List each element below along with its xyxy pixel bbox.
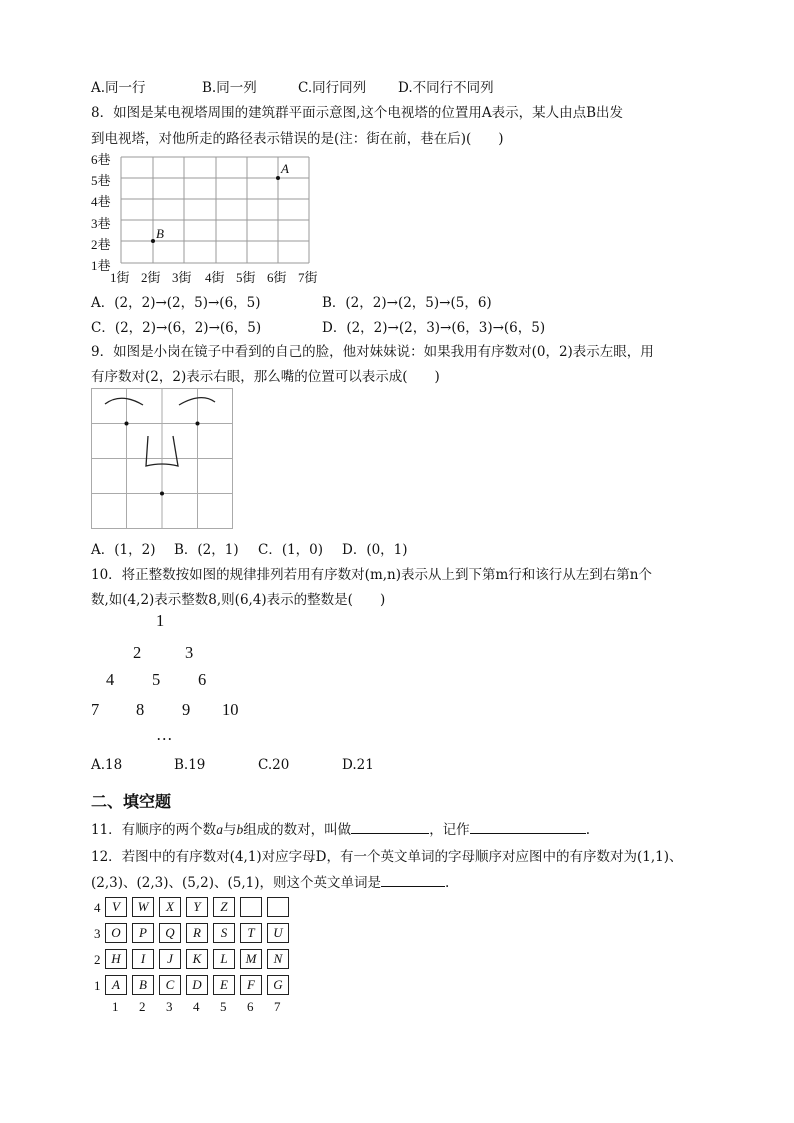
letter-cell: C xyxy=(159,975,181,995)
letter-grid-col-label: 4 xyxy=(193,999,200,1014)
q10-stem-line1: 10．将正整数按如图的规律排列若用有序数对(m,n)表示从上到下第m行和该行从左到右第n个 xyxy=(91,567,652,583)
letter-grid-col-label: 5 xyxy=(220,999,227,1014)
triangle-number: 9 xyxy=(182,700,191,719)
point-a-dot xyxy=(276,176,280,180)
q9-stem-line2: 有序数对(2，2)表示右眼，那么嘴的位置可以表示成( ) xyxy=(91,369,440,385)
letter-grid-row-label: 3 xyxy=(94,926,101,941)
letter-grid-row-label: 1 xyxy=(94,978,101,993)
letter-grid-row-label: 2 xyxy=(94,952,101,967)
col-label-2: 2街 xyxy=(141,270,161,285)
row-label-2: 2巷 xyxy=(91,237,111,252)
col-label-1: 1街 xyxy=(110,270,130,285)
letter-cell: S xyxy=(213,923,235,943)
letter-cell: X xyxy=(159,897,181,917)
triangle-number: 8 xyxy=(136,700,145,719)
q11-blank-1[interactable] xyxy=(351,820,429,834)
section-title: 二、填空题 xyxy=(91,792,172,811)
q8-option-a[interactable]: A．(2，2)→(2，5)→(6，5) xyxy=(91,295,261,311)
col-label-3: 3街 xyxy=(172,270,192,285)
letter-cell: V xyxy=(105,897,127,917)
col-label-5: 5街 xyxy=(236,270,256,285)
triangle-number: 2 xyxy=(133,643,142,662)
triangle-number: 7 xyxy=(91,700,100,719)
row-label-6: 6巷 xyxy=(91,152,111,167)
letter-grid-col-label: 2 xyxy=(139,999,146,1014)
letter-cell: A xyxy=(105,975,127,995)
triangle-number: 1 xyxy=(156,611,165,630)
q9-face-grid xyxy=(91,388,234,531)
q12-stem-line1: 12．若图中的有序数对(4,1)对应字母D，有一个英文单词的字母顺序对应图中的有序数对为(1,1)、 xyxy=(91,849,683,865)
q11-text: ，记作 xyxy=(429,822,470,838)
q8-stem-line2: 到电视塔，对他所走的路径表示错误的是(注：街在前，巷在后)( ) xyxy=(91,131,504,147)
q12-text: (2,3)、(2,3)、(5,2)、(5,1)，则这个英文单词是 xyxy=(91,875,382,891)
q9-stem-line1: 9．如图是小岗在镜子中看到的自己的脸，他对妹妹说：如果我用有序数对(0，2)表示左眼，用 xyxy=(91,344,654,360)
letter-cell: E xyxy=(213,975,235,995)
letter-grid-row-label: 4 xyxy=(94,900,101,915)
col-label-6: 6街 xyxy=(267,270,287,285)
q7-option-c[interactable]: C.同行同列 xyxy=(298,80,367,96)
q7-option-d[interactable]: D.不同行不同列 xyxy=(398,80,494,96)
q11-text: . xyxy=(585,822,590,838)
letter-cell: U xyxy=(267,923,289,943)
letter-grid-col-label: 1 xyxy=(112,999,119,1014)
triangle-number: 6 xyxy=(198,670,207,689)
q11-var-b: b xyxy=(236,822,244,837)
mouth-dot xyxy=(160,492,164,496)
row-label-3: 3巷 xyxy=(91,216,111,231)
letter-grid-col-label: 3 xyxy=(166,999,173,1014)
letter-cell: K xyxy=(186,949,208,969)
row-label-4: 4巷 xyxy=(91,194,111,209)
row-label-5: 5巷 xyxy=(91,173,111,188)
q9-option-a[interactable]: A．(1，2) xyxy=(91,542,156,558)
letter-cell: R xyxy=(186,923,208,943)
letter-cell: J xyxy=(159,949,181,969)
letter-cell: Q xyxy=(159,923,181,943)
q10-option-a[interactable]: A.18 xyxy=(91,757,123,773)
left-eye-dot xyxy=(125,422,129,426)
letter-cell: M xyxy=(240,949,262,969)
q7-option-a[interactable]: A.同一行 xyxy=(91,80,146,96)
point-a-label: A xyxy=(281,161,289,176)
col-label-7: 7街 xyxy=(298,270,318,285)
q10-option-b[interactable]: B.19 xyxy=(174,757,206,773)
letter-cell: O xyxy=(105,923,127,943)
q7-option-b[interactable]: B.同一列 xyxy=(202,80,257,96)
letter-grid-col-label: 6 xyxy=(247,999,254,1014)
triangle-ellipsis: … xyxy=(156,725,173,744)
q8-option-d[interactable]: D．(2，2)→(2，3)→(6，3)→(6，5) xyxy=(322,320,546,336)
letter-cell: N xyxy=(267,949,289,969)
q11-text: 与 xyxy=(222,822,237,838)
letter-cell: D xyxy=(186,975,208,995)
point-b-dot xyxy=(151,239,155,243)
letter-cell xyxy=(240,897,262,917)
col-label-4: 4街 xyxy=(205,270,225,285)
q8-grid-lines xyxy=(0,0,794,300)
q8-option-c[interactable]: C．(2，2)→(6，2)→(6，5) xyxy=(91,320,262,336)
letter-cell: Y xyxy=(186,897,208,917)
right-eye-dot xyxy=(196,422,200,426)
q8-option-b[interactable]: B．(2，2)→(2，5)→(5，6) xyxy=(322,295,492,311)
letter-cell: T xyxy=(240,923,262,943)
q11-var-a: a xyxy=(216,822,223,837)
row-label-1: 1巷 xyxy=(91,258,111,273)
letter-cell: I xyxy=(132,949,154,969)
letter-cell: W xyxy=(132,897,154,917)
letter-cell: L xyxy=(213,949,235,969)
q12-stem-line2 xyxy=(91,871,449,891)
point-b-label: B xyxy=(156,226,164,241)
triangle-number: 5 xyxy=(152,670,161,689)
q9-option-b[interactable]: B．(2，1) xyxy=(174,542,239,558)
q10-option-c[interactable]: C.20 xyxy=(258,757,290,773)
triangle-number: 10 xyxy=(222,700,239,719)
letter-cell: F xyxy=(240,975,262,995)
q8-stem-line1: 8．如图是某电视塔周围的建筑群平面示意图,这个电视塔的位置用A表示，某人由点B出发 xyxy=(91,105,624,121)
triangle-number: 3 xyxy=(185,643,194,662)
q10-option-d[interactable]: D.21 xyxy=(342,757,374,773)
letter-cell: B xyxy=(132,975,154,995)
letter-grid-col-label: 7 xyxy=(274,999,281,1014)
q11-text: 11．有顺序的两个数 xyxy=(91,822,217,838)
letter-cell xyxy=(267,897,289,917)
letter-cell: P xyxy=(132,923,154,943)
q12-answer-blank[interactable] xyxy=(381,873,445,887)
left-eyebrow xyxy=(105,398,143,405)
q9-option-d[interactable]: D．(0，1) xyxy=(342,542,408,558)
q12-text: . xyxy=(445,875,450,891)
q11-stem xyxy=(91,818,590,838)
triangle-number: 4 xyxy=(106,670,115,689)
q11-text: 组成的数对，叫做 xyxy=(243,822,352,838)
letter-cell: Z xyxy=(213,897,235,917)
letter-cell: G xyxy=(267,975,289,995)
letter-cell: H xyxy=(105,949,127,969)
q9-option-c[interactable]: C．(1，0) xyxy=(258,542,324,558)
q10-stem-line2: 数,如(4,2)表示整数8,则(6,4)表示的整数是( ) xyxy=(91,592,386,608)
q11-blank-2[interactable] xyxy=(470,820,586,834)
